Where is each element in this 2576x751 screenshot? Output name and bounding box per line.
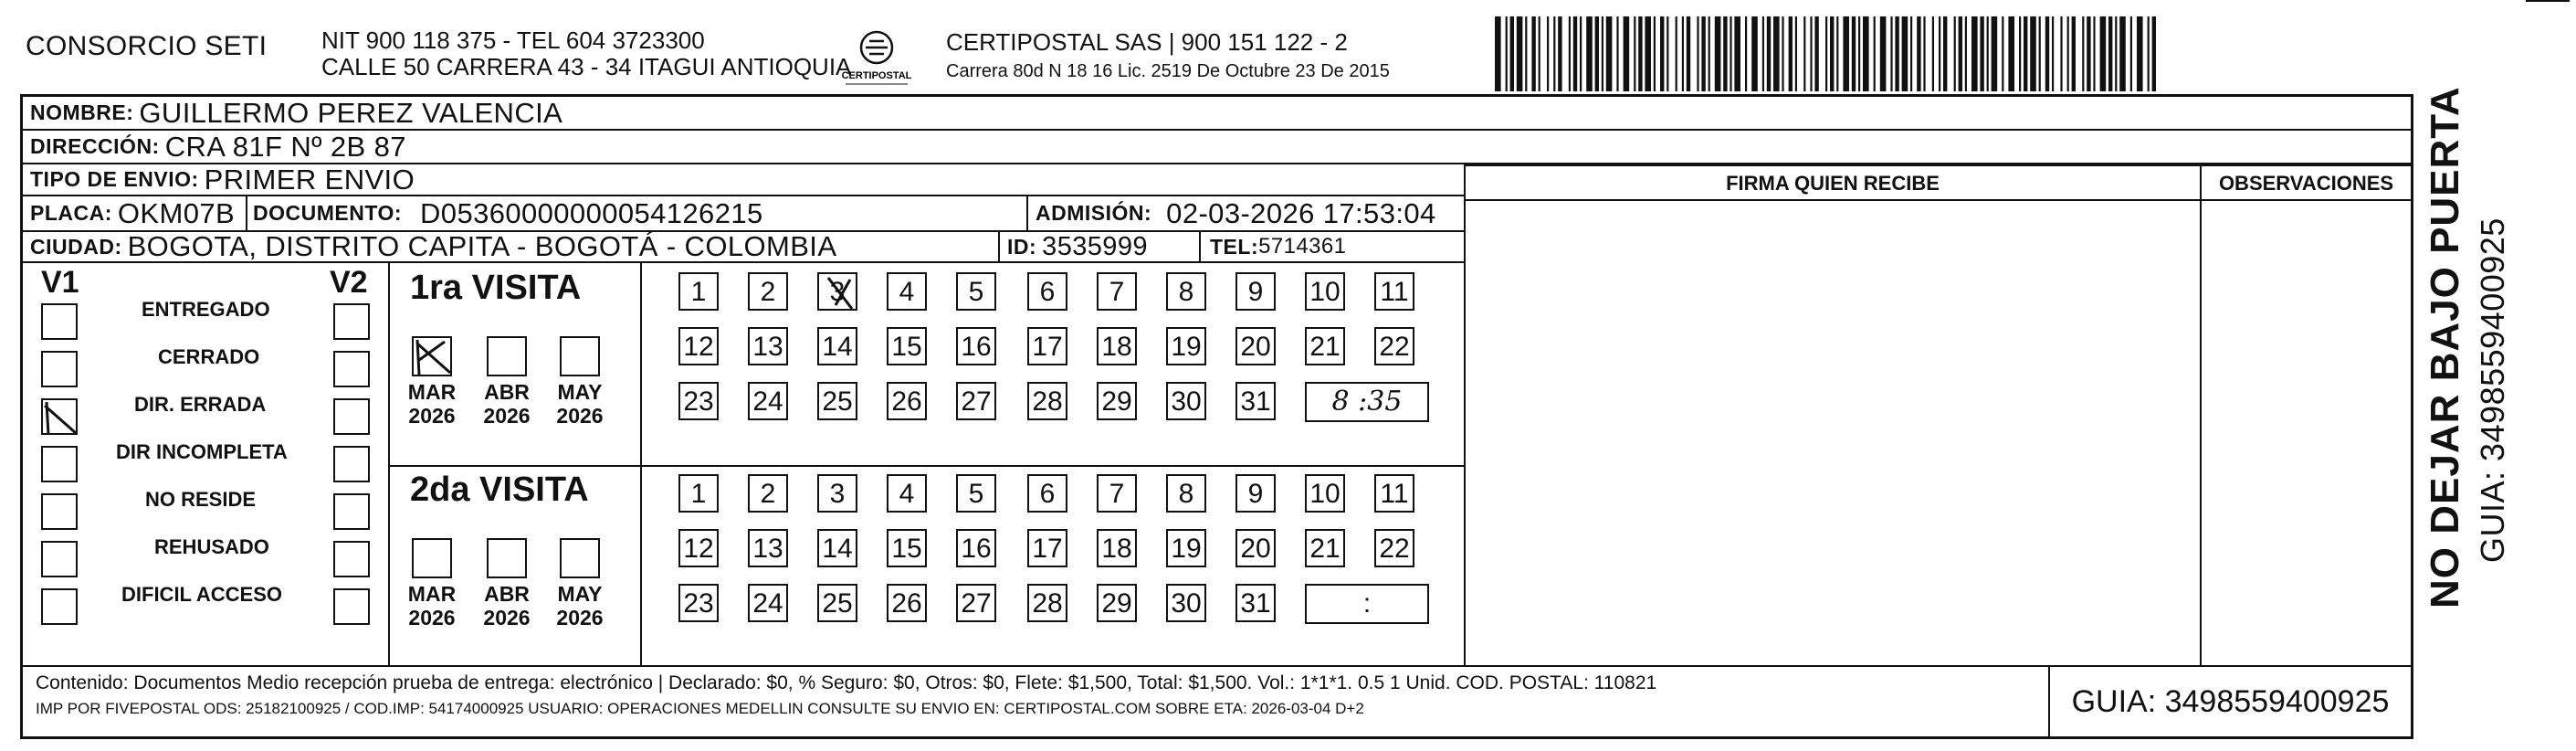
month-year: 2026	[408, 404, 456, 428]
day-box[interactable]: 7	[1097, 474, 1137, 513]
month-checkbox[interactable]	[412, 538, 452, 578]
day-box[interactable]: 21	[1305, 327, 1345, 365]
day-box[interactable]: 13	[748, 327, 788, 365]
day-box[interactable]: 12	[678, 327, 719, 365]
month-name: MAR	[407, 380, 457, 404]
barcode-bar	[1547, 16, 1549, 91]
check-mark-icon	[414, 338, 454, 378]
barcode-bar	[1843, 16, 1849, 91]
ciudad-cell	[23, 232, 1000, 261]
observations-area[interactable]	[2203, 203, 2409, 665]
day-box[interactable]: 9	[1235, 272, 1276, 311]
footer-print-info: IMP POR FIVEPOSTAL ODS: 25182100925 / COD.IMP: 54174000925 USUARIO: OPERACIONES MEDELLIN CONSULTE SU ENVIO EN: CERTIPOSTAL.COM SOBRE ETA: 2026-03-04 D+2	[36, 700, 1364, 717]
documento-label: DOCUMENTO:	[253, 201, 403, 225]
day-box[interactable]: 31	[1235, 382, 1276, 420]
tipo-label: TIPO DE ENVIO:	[30, 167, 199, 191]
barcode-bar	[1803, 16, 1805, 91]
v1-checkbox[interactable]	[41, 588, 78, 625]
tel-label: TEL:	[1210, 234, 1259, 259]
barcode-bar	[1553, 16, 1555, 91]
day-box[interactable]: 24	[748, 584, 788, 622]
barcode-bar	[1616, 16, 1618, 91]
barcode-bar	[1880, 16, 1887, 91]
v2-checkbox[interactable]	[333, 588, 370, 625]
month-label	[400, 380, 464, 428]
barcode-bar	[1517, 16, 1523, 91]
firma-header: FIRMA QUIEN RECIBE	[1726, 172, 1940, 195]
day-box[interactable]: 11	[1374, 474, 1414, 513]
barcode	[1495, 16, 2160, 91]
barcode-bar	[1814, 16, 1818, 91]
day-box[interactable]: 25	[817, 584, 857, 622]
barcode-bar	[1954, 16, 1956, 91]
day-box[interactable]: 15	[887, 529, 927, 567]
day-box[interactable]: 15	[887, 327, 927, 365]
id-value: 3535999	[1042, 231, 1148, 261]
signature-area[interactable]	[1467, 203, 2198, 665]
barcode-bar	[2072, 16, 2076, 91]
barcode-bar	[1874, 16, 1876, 91]
barcode-bar	[1895, 16, 1898, 91]
barcode-bar	[1715, 16, 1721, 91]
barcode-bar	[2100, 16, 2107, 91]
status-label: REHUSADO	[154, 535, 269, 558]
barcode-bar	[2008, 16, 2014, 91]
barcode-bar	[1751, 16, 1758, 91]
barcode-bar	[1624, 16, 1630, 91]
barcode-bar	[1810, 16, 1812, 91]
month-year: 2026	[483, 606, 531, 629]
status-label: DIFICIL ACCESO	[121, 583, 283, 606]
barcode-bar	[1852, 16, 1856, 91]
month-label	[548, 582, 612, 629]
edge-mark	[2526, 0, 2570, 2]
barcode-bar	[2067, 16, 2069, 91]
day-box[interactable]: 10	[1305, 272, 1345, 311]
certipostal-logo	[833, 27, 920, 90]
barcode-bar	[1773, 16, 1780, 91]
month-checkbox[interactable]	[487, 336, 527, 376]
day-box[interactable]: 25	[817, 382, 857, 420]
month-checkbox[interactable]	[412, 336, 452, 376]
observaciones-header: OBSERVACIONES	[2218, 172, 2394, 195]
side-guia: GUIA: 3498559400925	[2474, 217, 2511, 563]
day-box[interactable]: 12	[678, 529, 719, 567]
day-box[interactable]: 31	[1235, 584, 1276, 622]
barcode-bar	[2108, 16, 2112, 91]
divider-visits	[388, 465, 1464, 467]
barcode-bar	[1825, 16, 1827, 91]
divider-observaciones	[2200, 164, 2202, 667]
day-box[interactable]: 5	[956, 474, 996, 513]
barcode-bar	[2152, 16, 2156, 91]
barcode-bar	[1531, 16, 1535, 91]
v1-header: V1	[41, 265, 79, 300]
day-box[interactable]: 10	[1305, 474, 1345, 513]
day-box[interactable]: 27	[956, 382, 996, 420]
barcode-bar	[2087, 16, 2090, 91]
month-year: 2026	[556, 606, 604, 629]
v2-checkbox[interactable]	[333, 351, 370, 387]
day-box[interactable]: 29	[1097, 382, 1137, 420]
barcode-bar	[2024, 16, 2027, 91]
status-label: NO RESIDE	[145, 488, 257, 511]
tel-cell	[1201, 232, 1464, 261]
barcode-bar	[2148, 16, 2150, 91]
barcode-bar	[1586, 16, 1593, 91]
status-label: DIR. ERRADA	[134, 393, 267, 416]
v1-checkbox[interactable]	[41, 303, 78, 340]
day-box[interactable]: 14	[817, 327, 857, 365]
barcode-bar	[2115, 16, 2117, 91]
row-direccion	[23, 131, 2411, 164]
month-checkbox[interactable]	[487, 538, 527, 578]
barcode-bar	[1697, 16, 1698, 91]
divider-months	[640, 263, 642, 667]
ciudad-value: BOGOTA, DISTRITO CAPITA - BOGOTÁ - COLOMBIA	[127, 230, 837, 262]
barcode-bar	[1836, 16, 1838, 91]
nit-line: NIT 900 118 375 - TEL 604 3723300	[321, 26, 705, 54]
check-mark-icon	[43, 400, 79, 437]
barcode-bar	[1789, 16, 1793, 91]
month-name: ABR	[484, 582, 530, 606]
nombre-label: NOMBRE:	[30, 100, 134, 124]
side-warning: NO DEJAR BAJO PUERTA	[2423, 86, 2467, 608]
barcode-bar	[2060, 16, 2062, 91]
barcode-bar	[1667, 16, 1668, 91]
barcode-bar	[1709, 16, 1710, 91]
day-box[interactable]: 19	[1166, 529, 1206, 567]
barcode-bar	[1987, 16, 1989, 91]
status-label: ENTREGADO	[142, 298, 270, 321]
day-box[interactable]: 26	[887, 382, 927, 420]
barcode-bar	[1638, 16, 1642, 91]
barcode-bar	[2045, 16, 2049, 91]
day-box[interactable]: 27	[956, 584, 996, 622]
placa-cell	[23, 196, 247, 230]
month-checkbox[interactable]	[560, 538, 600, 578]
barcode-bar	[1767, 16, 1771, 91]
row-nombre	[23, 97, 2411, 131]
day-box[interactable]: 20	[1235, 529, 1276, 567]
barcode-bar	[1734, 16, 1740, 91]
barcode-bar	[1795, 16, 1797, 91]
direccion-label: DIRECCIÓN:	[30, 134, 160, 158]
barcode-bar	[1558, 16, 1561, 91]
barcode-bar	[1506, 16, 1508, 91]
barcode-bar	[1762, 16, 1764, 91]
documento-value: D05360000000054126215	[420, 196, 763, 229]
v2-checkbox[interactable]	[333, 446, 370, 482]
barcode-bar	[1701, 16, 1705, 91]
barcode-bar	[1959, 16, 1962, 91]
delivery-form	[20, 86, 2511, 739]
placa-value: OKM07B	[117, 196, 236, 229]
day-box[interactable]: 19	[1166, 327, 1206, 365]
footer-content: Contenido: Documentos Medio recepción prueba de entrega: electrónico | Declarado: $0, % Seguro: $0, Otros: $0, Flete: $1,500, Total: $1,500. Vol.: 1*1*1. 0.5 1 Unid. COD. POSTAL: 110821	[36, 672, 1657, 693]
barcode-bar	[1539, 16, 1540, 91]
barcode-bar	[2082, 16, 2084, 91]
day-box[interactable]: 5	[956, 272, 996, 311]
barcode-bar	[1645, 16, 1651, 91]
month-name: MAY	[557, 380, 603, 404]
barcode-bar	[1634, 16, 1635, 91]
barcode-bar	[1682, 16, 1684, 91]
barcode-bar	[1510, 16, 1514, 91]
barcode-bar	[1992, 16, 1998, 91]
documento-cell	[247, 196, 1028, 230]
barcode-bar	[1602, 16, 1603, 91]
v2-checkbox[interactable]	[333, 493, 370, 530]
month-label	[548, 380, 612, 428]
barcode-bar	[1730, 16, 1731, 91]
day-box[interactable]: 28	[1027, 382, 1067, 420]
barcode-bar	[1943, 16, 1947, 91]
direccion-value: CRA 81F Nº 2B 87	[164, 130, 406, 163]
barcode-bar	[1863, 16, 1869, 91]
v1-checkbox[interactable]	[41, 493, 78, 530]
month-year: 2026	[483, 404, 531, 428]
day-box[interactable]: 3	[817, 272, 857, 311]
barcode-bar	[1782, 16, 1783, 91]
day-box[interactable]: 8	[1166, 272, 1206, 311]
day-box[interactable]: 22	[1374, 529, 1414, 567]
day-box[interactable]: 21	[1305, 529, 1345, 567]
address-line: CALLE 50 CARRERA 43 - 34 ITAGUI ANTIOQUIA	[321, 53, 852, 80]
barcode-bar	[2130, 16, 2132, 91]
barcode-bar	[1660, 16, 1664, 91]
day-box[interactable]: 18	[1097, 327, 1137, 365]
barcode-bar	[1595, 16, 1599, 91]
admision-value: 02-03-2026 17:53:04	[1166, 196, 1436, 229]
status-label: CERRADO	[158, 345, 260, 368]
month-label	[400, 582, 464, 629]
day-box[interactable]: 22	[1374, 327, 1414, 365]
barcode-bar	[1745, 16, 1747, 91]
tel-value: 5714361	[1258, 234, 1347, 259]
day-box[interactable]: 2	[748, 474, 788, 513]
barcode-bar	[1902, 16, 1908, 91]
company-name: CONSORCIO SETI	[26, 31, 268, 61]
day-box[interactable]: 9	[1235, 474, 1276, 513]
day-box[interactable]: 13	[748, 529, 788, 567]
barcode-bar	[1525, 16, 1527, 91]
carrier-info	[946, 27, 1390, 86]
v1-checkbox[interactable]	[41, 446, 78, 482]
id-cell	[1000, 232, 1201, 261]
barcode-bar	[1858, 16, 1860, 91]
barcode-bar	[2002, 16, 2003, 91]
day-box[interactable]: 30	[1166, 382, 1206, 420]
barcode-bar	[2093, 16, 2095, 91]
day-box[interactable]: 30	[1166, 584, 1206, 622]
barcode-bar	[1923, 16, 1925, 91]
barcode-bar	[1654, 16, 1656, 91]
id-label: ID:	[1007, 234, 1037, 259]
barcode-bar	[1965, 16, 1967, 91]
day-box[interactable]: 26	[887, 584, 927, 622]
placa-label: PLACA:	[30, 201, 112, 225]
month-label	[475, 582, 539, 629]
barcode-bar	[1580, 16, 1582, 91]
day-box[interactable]: 28	[1027, 584, 1067, 622]
admision-cell	[1028, 196, 1464, 230]
barcode-bar	[1917, 16, 1920, 91]
day-box[interactable]: 7	[1097, 272, 1137, 311]
ciudad-label: CIUDAD:	[30, 234, 122, 259]
v2-checkbox[interactable]	[333, 541, 370, 577]
nombre-value: GUILLERMO PEREZ VALENCIA	[139, 96, 563, 129]
day-box[interactable]: 1	[678, 474, 719, 513]
day-box[interactable]: 23	[678, 584, 719, 622]
barcode-bar	[2030, 16, 2036, 91]
status-label: DIR INCOMPLETA	[116, 440, 288, 463]
day-box[interactable]: 29	[1097, 584, 1137, 622]
visit-title: 1ra VISITA	[410, 269, 582, 307]
month-name: MAY	[557, 582, 603, 606]
barcode-bar	[1495, 16, 1501, 91]
barcode-bar	[1932, 16, 1934, 91]
v2-checkbox[interactable]	[333, 398, 370, 435]
carrier-license: Carrera 80d N 18 16 Lic. 2519 De Octubre 23 De 2015	[946, 61, 1390, 81]
day-box[interactable]: 3	[817, 474, 857, 513]
column-header-line	[1464, 199, 2411, 201]
day-box[interactable]: 6	[1027, 474, 1067, 513]
v2-header: V2	[330, 265, 368, 300]
v2-checkbox[interactable]	[333, 303, 370, 340]
top-line-columns	[1464, 164, 2411, 166]
v1-checkbox[interactable]	[41, 351, 78, 387]
barcode-bar	[1939, 16, 1940, 91]
day-box[interactable]: 17	[1027, 327, 1067, 365]
barcode-bar	[1723, 16, 1727, 91]
logo-text: CERTIPOSTAL	[841, 70, 912, 81]
day-box[interactable]: 6	[1027, 272, 1067, 311]
day-box[interactable]: 16	[956, 529, 996, 567]
barcode-bar	[1687, 16, 1690, 91]
day-box[interactable]: 20	[1235, 327, 1276, 365]
barcode-bar	[1573, 16, 1577, 91]
month-year: 2026	[556, 404, 604, 428]
month-year: 2026	[408, 606, 456, 629]
barcode-bar	[2137, 16, 2143, 91]
day-box[interactable]: 17	[1027, 529, 1067, 567]
row-placa	[23, 196, 1464, 232]
barcode-bar	[1980, 16, 1983, 91]
barcode-bar	[1830, 16, 1834, 91]
day-box[interactable]: 24	[748, 382, 788, 420]
visit-title: 2da VISITA	[410, 471, 589, 509]
barcode-bar	[1890, 16, 1892, 91]
admision-label: ADMISIÓN:	[1036, 201, 1152, 225]
visit-time[interactable]: :	[1305, 584, 1429, 624]
day-box[interactable]: 8	[1166, 474, 1206, 513]
day-box[interactable]: 4	[887, 474, 927, 513]
month-name: ABR	[484, 380, 530, 404]
footer-guia: GUIA: 3498559400925	[2071, 683, 2390, 719]
barcode-bar	[1606, 16, 1613, 91]
month-label	[475, 380, 539, 428]
company-contact	[321, 27, 851, 80]
month-checkbox[interactable]	[560, 336, 600, 376]
barcode-bar	[2019, 16, 2021, 91]
divider-firma	[1464, 164, 1466, 667]
day-box[interactable]: 2	[748, 272, 788, 311]
v1-checkbox[interactable]	[41, 398, 78, 435]
barcode-bar	[2119, 16, 2126, 91]
row-ciudad	[23, 232, 1464, 263]
barcode-bar	[1569, 16, 1571, 91]
day-box[interactable]: 18	[1097, 529, 1137, 567]
visit-time[interactable]: 8 :35	[1305, 382, 1429, 422]
month-name: MAR	[407, 582, 457, 606]
day-box[interactable]: 4	[887, 272, 927, 311]
day-box[interactable]: 14	[817, 529, 857, 567]
barcode-bar	[1910, 16, 1912, 91]
barcode-bar	[2052, 16, 2054, 91]
day-box[interactable]: 1	[678, 272, 719, 311]
tipo-value: PRIMER ENVIO	[204, 163, 415, 196]
day-box[interactable]: 16	[956, 327, 996, 365]
barcode-bar	[1971, 16, 1978, 91]
row-tipo	[23, 164, 1464, 196]
barcode-bar	[2039, 16, 2041, 91]
day-box[interactable]: 23	[678, 382, 719, 420]
carrier-line: CERTIPOSTAL SAS | 900 151 122 - 2	[946, 28, 1348, 56]
day-box[interactable]: 11	[1374, 272, 1414, 311]
barcode-bar	[1676, 16, 1677, 91]
v1-checkbox[interactable]	[41, 541, 78, 577]
